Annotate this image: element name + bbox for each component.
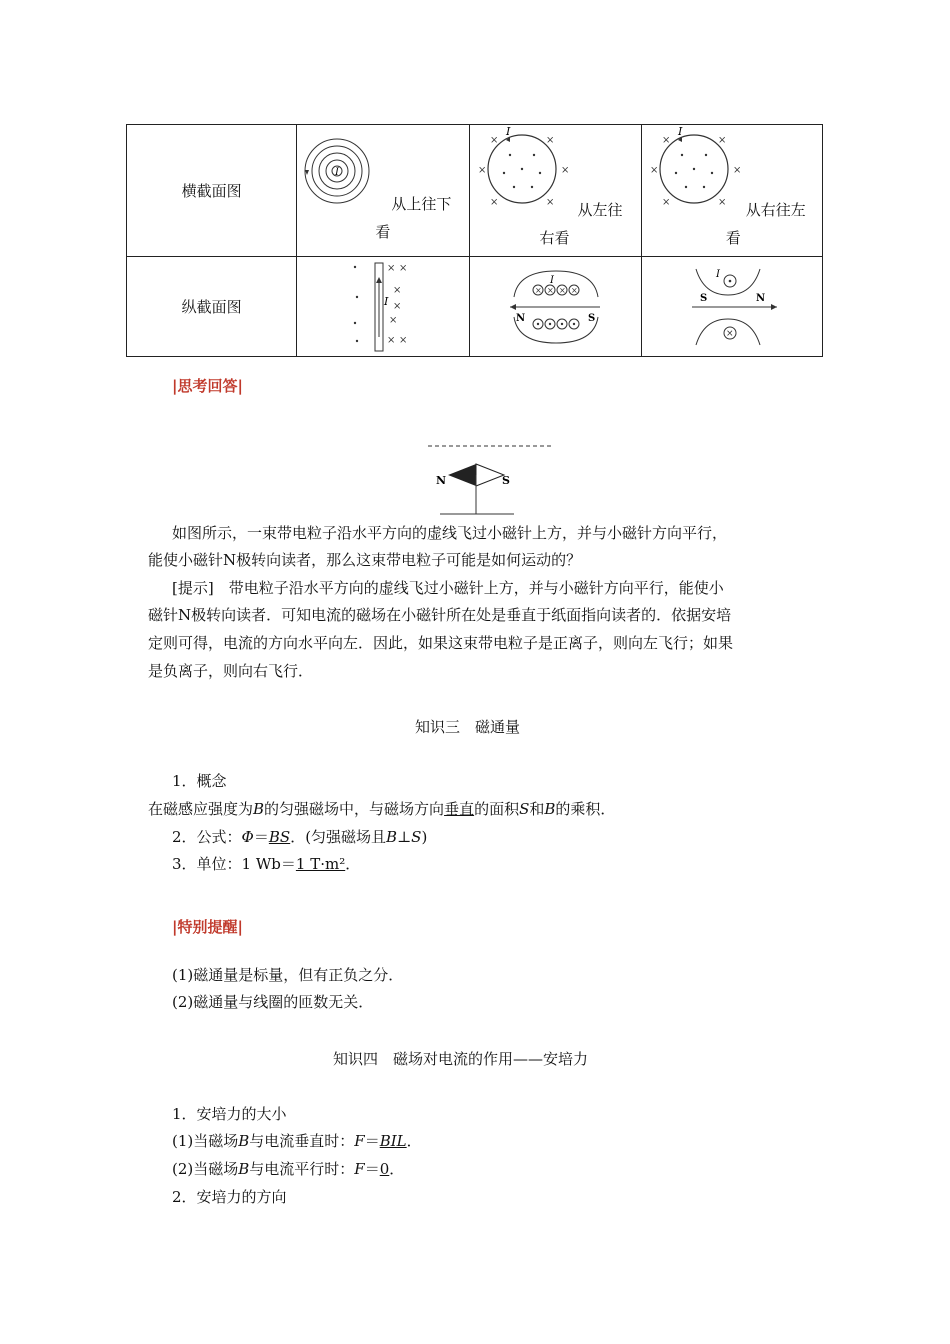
svg-text:I: I — [549, 275, 554, 286]
cell-loop-right — [641, 125, 822, 257]
caption-top-view-2: 看 — [375, 223, 391, 241]
svg-text:×: × — [393, 285, 402, 296]
svg-text:×: × — [558, 286, 566, 295]
straight-wire-side-figure — [297, 257, 469, 357]
svg-text:×: × — [717, 197, 727, 208]
solenoid-side-figure — [470, 257, 642, 357]
ampere-perpendicular: (1)当磁场B与电流垂直时：F＝BIL． — [172, 1132, 422, 1150]
svg-text:N: N — [755, 293, 765, 304]
compass-n-label: N — [436, 474, 447, 487]
loop-side-figure — [642, 257, 823, 357]
svg-text:×: × — [661, 197, 671, 208]
hint-line-3: 定则可得，电流的方向水平向左．因此，如果这束带电粒子是正离子，则向左飞行；如果 — [148, 634, 734, 652]
svg-text:×: × — [545, 197, 554, 208]
hint-line-2: 磁针N极转向读者．可知电流的磁场在小磁针所在处是垂直于纸面指向读者的．依据安培 — [148, 606, 732, 624]
svg-text:×: × — [570, 286, 578, 295]
svg-text:I: I — [677, 125, 683, 138]
special-reminder-tag: |特别提醒| — [172, 918, 243, 936]
svg-text:N: N — [515, 313, 525, 324]
svg-text:×: × — [387, 335, 396, 346]
svg-text:×: × — [546, 286, 554, 295]
reminder-point-1: (1)磁通量是标量，但有正负之分． — [172, 966, 404, 984]
question-line-2: 能使小磁针N极转向读者，那么这束带电粒子可能是如何运动的？ — [148, 551, 582, 569]
caption-right-view-2: 看 — [725, 229, 741, 247]
flux-formula: 2．公式：Φ＝BS．(匀强磁场且B⊥S) — [172, 828, 428, 846]
ampere-parallel: (2)当磁场B与电流平行时：F＝0． — [172, 1160, 405, 1178]
reminder-point-2: (2)磁通量与线圈的匝数无关． — [172, 993, 374, 1011]
svg-text:S: S — [587, 313, 595, 324]
svg-text:×: × — [717, 135, 727, 146]
flux-definition: 在磁感应强度为B的匀强磁场中，与磁场方向垂直的面积S和B的乘积． — [148, 800, 616, 818]
section-title-ampere: 知识四 磁场对电流的作用——安培力 — [333, 1050, 589, 1068]
caption-top-view: 从上往下 — [391, 195, 452, 213]
svg-text:I: I — [505, 125, 510, 138]
svg-text:×: × — [545, 135, 554, 146]
svg-text:I: I — [715, 269, 720, 280]
svg-text:×: × — [489, 197, 498, 208]
svg-text:×: × — [393, 301, 402, 312]
svg-text:×: × — [732, 165, 742, 176]
svg-text:×: × — [649, 165, 659, 176]
caption-left-view-2: 右看 — [539, 229, 570, 247]
cell-loop-left — [469, 125, 641, 257]
svg-text:×: × — [534, 286, 542, 295]
cell-straight-wire-top — [297, 125, 469, 257]
ampere-item-magnitude: 1．安培力的大小 — [172, 1105, 287, 1123]
question-line-1: 如图所示，一束带电粒子沿水平方向的虚线飞过小磁针上方，并与小磁针方向平行， — [172, 524, 728, 542]
row-label-longitudinal: 纵截面图 — [127, 257, 297, 357]
svg-text:S: S — [699, 293, 708, 304]
compass-s-label: S — [502, 474, 510, 487]
ampere-item-direction: 2．安培力的方向 — [172, 1188, 287, 1206]
hint-line-1: [提示] 带电粒子沿水平方向的虚线飞过小磁针上方，并与小磁针方向平行，能使小 — [172, 579, 724, 597]
cell-solenoid-side — [469, 257, 641, 357]
svg-text:×: × — [389, 315, 398, 326]
think-answer-tag: |思考回答| — [172, 377, 243, 395]
compass-figure — [420, 438, 560, 518]
svg-text:×: × — [725, 329, 734, 339]
flux-item-concept: 1．概念 — [172, 772, 227, 790]
row-label-cross-section: 横截面图 — [127, 125, 297, 257]
hint-line-4: 是负离子，则向右飞行． — [148, 662, 314, 680]
section-title-flux: 知识三 磁通量 — [415, 718, 521, 736]
current-label: I — [335, 167, 340, 178]
caption-left-view: 从左往 — [577, 201, 623, 219]
svg-text:×: × — [477, 165, 486, 176]
svg-text:×: × — [661, 135, 671, 146]
caption-right-view: 从右往左 — [745, 201, 806, 219]
cell-straight-wire-side — [297, 257, 469, 357]
svg-text:×: × — [560, 165, 569, 176]
svg-text:×: × — [399, 263, 408, 274]
svg-text:I: I — [384, 295, 389, 308]
field-lines-table — [126, 124, 823, 357]
svg-text:×: × — [489, 135, 498, 146]
flux-unit: 3．单位：1 Wb＝1 T·m²． — [172, 855, 361, 873]
svg-text:×: × — [387, 263, 396, 274]
cell-loop-side — [641, 257, 822, 357]
svg-text:×: × — [399, 335, 408, 346]
